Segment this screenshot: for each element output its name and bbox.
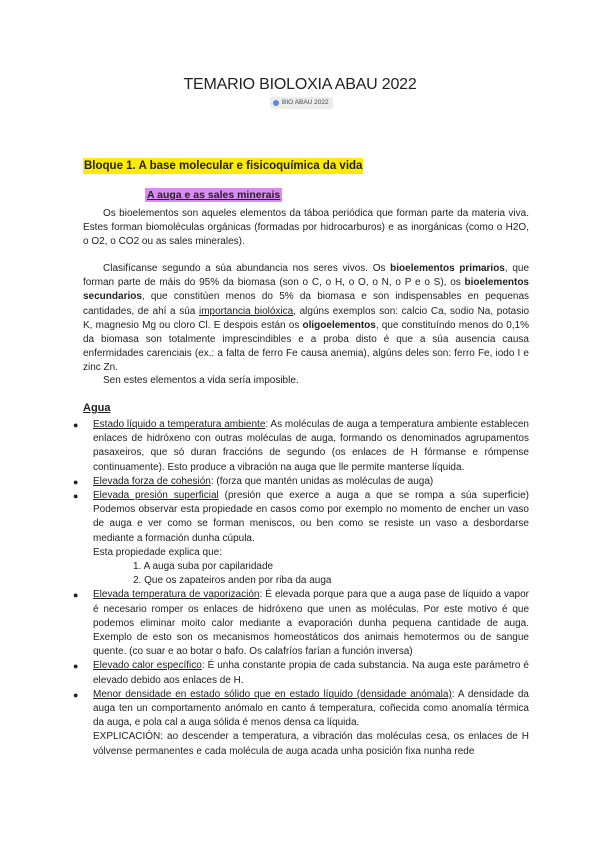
sub-list-item: 1. A auga suba por capilaridade (133, 561, 274, 573)
list-item: ● Menor densidade en estado sólido que en estado líquido (densidade anómala): A densidade da auga ten un comportamento anómalo en canto á temperatura, coñecida como anomalía térmica da auga, e pola cal a auga sólida é menos densa ca líquida. EXPLICACIÓN: ao descender a temperatura, a vibración das moléculas cesa, os enlaces de H vólvense permanentes e cada molécula de auga acada unha posición fixa nunha rede (83, 688, 529, 759)
sub-list-item: 2. Que os zapateiros anden por riba da auga (133, 575, 332, 587)
list-item: ● Elevada temperatura de vaporización: É elevada porque para que a auga pase de líquido a vapor é necesario romper os enlaces de hidróxeno que unen as moléculas. Por este motivo é que podemos eliminar moito calor mediante a evaporación dunha pequena cantidade de auga. Exemplo de esto son os mecanismos homeostáticos dos animais hemotermos ou de sangue quente. (co suar e ao botar o bafo. Os calafríos farían a función inversa) (83, 588, 529, 659)
list-item: ● Elevado calor específico: É unha constante propia de cada substancia. Na auga este parámetro é elevado debido aos enlaces de H. (83, 659, 529, 687)
sub-list (93, 560, 529, 588)
document-title: TEMARIO BIOLOXIA ABAU 2022 (183, 76, 417, 93)
tag-dot-icon (273, 100, 279, 106)
paragraph-conclusion: Sen estes elementos a vida sería imposible. (103, 375, 299, 386)
list-item: ● Elevada forza de cohesión: (forza que mantén unidas as moléculas de auga) (83, 475, 529, 489)
agua-properties-list (83, 418, 529, 759)
section-subtitle: A auga e as sales minerais (147, 189, 281, 201)
list-item: ● Estado líquido a temperatura ambiente: As moléculas de auga a temperatura ambiente establecen enlaces de hidróxeno con outras moléculas de auga, formando os denominados agrupamentos pasaxeiros, que só duran fraccións de segundo (os enlaces de H fórmanse e rómpense continuamente). Esto produce a vibración na auga que lle permite manterse líquida. (83, 418, 529, 475)
document-tag[interactable] (270, 97, 333, 109)
block-heading: Bloque 1. A base molecular e fisicoquímica da vida (84, 160, 363, 172)
list-item: ● Elevada presión superficial (presión que exerce a auga a que se rompa a súa superficie) Podemos observar esta propiedade en casos como por exemplo no momento de encher un vaso de auga e ver como se forman meniscos, ou ben como se resiste un vaso a desbordarse mediante a formación dunha cúpula. Esta propiedade explica que: 1. A auga suba por capilaridade 2. Que os zapateiros anden por riba da auga (83, 489, 529, 588)
tag-label: BIO ABAU 2022 (282, 99, 329, 106)
paragraph-bioelementos: Os bioelementos son aqueles elementos da táboa periódica que forman parte da materia viva. Estes forman biomoléculas orgánicas (formadas por hidrocarburos) e as inorgánicas (como o H2O, o O2, o CO2 ou as sales minerales). (83, 208, 529, 248)
paragraph-clasificacion: Clasifícanse segundo a súa abundancia nos seres vivos. Os bioelementos primarios, que forman parte de máis do 95% da biomasa (son o C, o H, o O, o N, o P e o S), os bioelementos secundarios, que constitúen menos do 5% da biomasa e son indispensables en pequenas cantidades, de ahí a súa importancia biolóxica, algúns exemplos son: calcio Ca, sodio Na, potasio K, magnesio Mg ou cloro Cl. E despois están os oligoelementos, que constituíndo menos do 0,1% da biomasa son totalmente imprescindibles e a proba disto é que a súa ausencia causa enfermidades carenciais (ex.: a falta de ferro Fe causa anemia), algúns deles son: ferro Fe, iodo I e zinc Zn. (83, 263, 530, 374)
agua-heading: Agua (83, 402, 111, 414)
